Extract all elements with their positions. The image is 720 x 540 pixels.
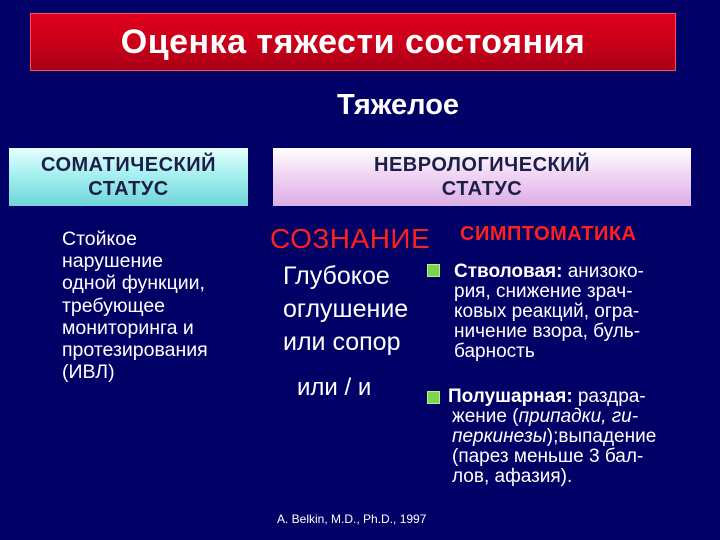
hemi-line4: (парез меньше 3 бал- [452, 446, 644, 467]
hemi-line3-text: );выпадение [546, 426, 657, 447]
consciousness-level [283, 260, 408, 359]
severity-level: Тяжелое [336, 89, 460, 121]
stem-first-line [454, 262, 716, 282]
neuro-header-line1: НЕВРОЛОГИЧЕСКИЙ [374, 154, 590, 176]
citation: A. Belkin, M.D., Ph.D., 1997 [277, 512, 427, 526]
consciousness-line: оглушение [283, 295, 409, 323]
and-or-connector: или / и [297, 374, 372, 401]
somatic-header-line1: СОМАТИЧЕСКИЙ [41, 154, 216, 176]
somatic-desc-line: (ИВЛ) [62, 361, 115, 384]
somatic-status-header [9, 148, 248, 206]
hemi-label: Полушарная: [448, 386, 573, 407]
hemi-line3 [448, 427, 710, 447]
stem-line1-rest: анизоко- [562, 261, 644, 282]
somatic-description [62, 228, 262, 383]
somatic-desc-line: протезирования [62, 339, 208, 362]
hemispheric-symptoms [448, 387, 710, 487]
square-bullet-icon [427, 391, 440, 404]
hemi-line2 [448, 407, 710, 427]
hemi-line5: лов, афазия). [452, 466, 573, 487]
hemi-line2-italic: припадки, ги- [518, 406, 639, 427]
stem-label: Стволовая: [454, 261, 563, 282]
somatic-header-line2: СТАТУС [88, 178, 169, 200]
somatic-desc-line: нарушение [62, 250, 163, 273]
stem-line: барность [454, 341, 535, 362]
stem-line: рия, снижение зрач- [454, 281, 633, 302]
consciousness-line: или сопор [283, 328, 401, 356]
hemi-line3-italic: перкинезы [452, 426, 547, 447]
neuro-header-line2: СТАТУС [441, 178, 523, 200]
neuro-status-header [273, 148, 691, 206]
consciousness-label: СОЗНАНИЕ [270, 223, 431, 254]
somatic-desc-line: одной функции, [62, 272, 205, 295]
title-bar [30, 13, 676, 71]
somatic-desc-line: мониторинга и [62, 316, 194, 339]
hemi-line2-text: жение ( [452, 406, 519, 427]
consciousness-line: Глубокое [283, 262, 390, 290]
square-bullet-icon [427, 264, 440, 277]
page-title: Оценка тяжести состояния [120, 22, 586, 61]
somatic-desc-line: Стойкое [62, 228, 137, 250]
symptoms-label: СИМПТОМАТИКА [460, 223, 637, 245]
hemi-line1-rest: раздра- [572, 386, 646, 407]
stem-line: ничение взора, буль- [454, 321, 641, 342]
hemi-first-line [448, 387, 710, 407]
stem-line: ковых реакций, огра- [454, 301, 640, 322]
stem-symptoms [454, 262, 716, 362]
somatic-desc-line: требующее [62, 294, 166, 317]
